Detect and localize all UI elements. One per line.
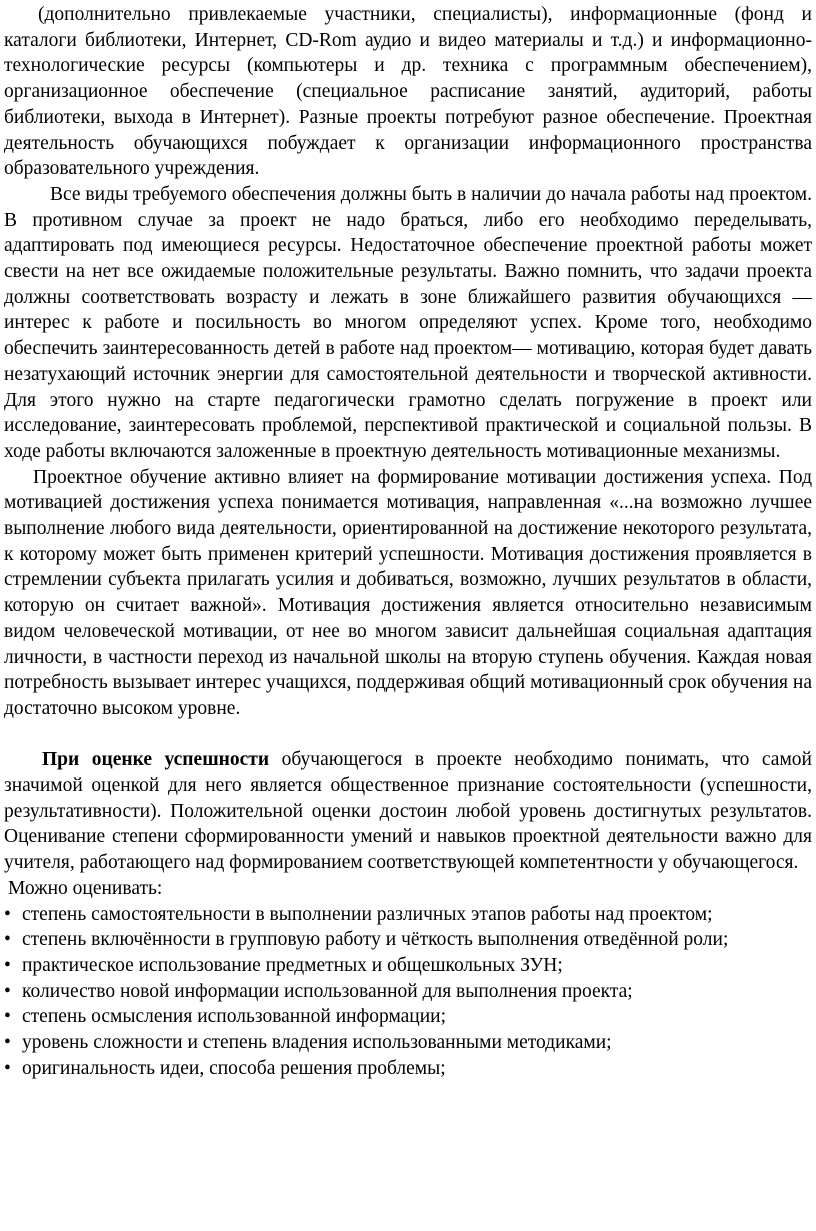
paragraph-provision: Все виды требуемого обеспечения должны быть в наличии до начала работы над проектом. В противном случае за проект не надо браться, либо его необходимо переделывать, адаптировать под имеющиеся ресурсы. Недостаточное обеспечение проектной работы может свести на нет все ожидаемые положительные результаты. Важно помнить, что задачи проекта должны соответствовать возрасту и лежать в зоне ближайшего развития обучающихся — интерес к работе и посильность во многом определяют успех. Кроме того, необходимо обеспечить заинтересованность детей в работе над проектом— мотивацию, которая будет давать незатухающий источник энергии для самостоятельной деятельности и творческой активности. Для этого нужно на старте педагогически грамотно сделать погружение в проект или исследование, заинтересовать проблемой, перспективой практической и социальной пользы. В ходе работы включаются заложенные в проектную деятельность мотивационные механизмы. [4, 183, 812, 462]
list-item-text: степень самостоятельности в выполнении различных этапов работы над проектом; [22, 903, 713, 925]
list-item [4, 1030, 812, 1056]
bullet-icon: • [4, 1057, 11, 1079]
list-item [4, 902, 812, 928]
paragraph-success-evaluation-text: обучающегося в проекте необходимо понимать, что самой значимой оценкой для него является общественное признание состоятельности (успешности, результативности). Положительной оценки достоин любой уровень достигнутых результатов. Оценивание степени сформированности умений и навыков проектной деятельности важно для учителя, работающего над формированием соответствующей компетентности у обучающегося. [4, 749, 812, 874]
list-intro: Можно оценивать: [8, 877, 163, 899]
criteria-list [4, 902, 812, 1082]
bullet-icon: • [4, 980, 11, 1002]
bullet-icon: • [4, 929, 11, 951]
paragraph-resources: (дополнительно привлекаемые участники, специалисты), информационные (фонд и каталоги библиотеки, Интернет, CD-Rom аудио и видео материалы и т.д.) и информационно-технологические ресурсы (компьютеры и др. техника с программным обеспечением), организационное обеспечение (специальное расписание занятий, аудиторий, работы библиотеки, выхода в Интернет). Разные проекты потребуют разное обеспечение. Проектная деятельность обучающихся побуждает к организации информационного пространства образовательного учреждения. [4, 4, 812, 180]
bullet-icon: • [4, 903, 11, 925]
bullet-icon: • [4, 1006, 11, 1028]
bold-lead-phrase: При оценке успешности [42, 749, 270, 771]
list-item [4, 927, 812, 953]
blank-line [4, 722, 812, 748]
list-item [4, 1056, 812, 1082]
list-item [4, 953, 812, 979]
list-item-text: степень включённости в групповую работу и чёткость выполнения отведённой роли; [22, 929, 729, 951]
list-item [4, 1004, 812, 1030]
bullet-icon: • [4, 955, 11, 976]
list-item-text: уровень сложности и степень владения использованными методиками; [22, 1032, 612, 1054]
bullet-icon: • [4, 1032, 11, 1054]
list-item-text: практическое использование предметных и общешкольных ЗУН; [22, 955, 563, 976]
list-item-text: количество новой информации использованной для выполнения проекта; [22, 980, 633, 1002]
list-item-text: оригинальность идеи, способа решения проблемы; [22, 1057, 446, 1079]
paragraph-success-evaluation [4, 747, 812, 876]
paragraph-motivation: Проектное обучение активно влияет на формирование мотивации достижения успеха. Под мотивацией достижения успеха понимается мотивация, направленная «...на возможно лучшее выполнение любого вида деятельности, ориентированной на достижение некоторого результата, к которому может быть применен критерий успешности. Мотивация достижения проявляется в стремлении субъекта прилагать усилия и добиваться, возможно, лучших результатов в области, которую он считает важной». Мотивация достижения является относительно независимым видом человеческой мотивации, от нее во многом зависит дальнейшая социальная адаптация личности, в частности переход из начальной школы на вторую ступень обучения. Каждая новая потребность вызывает интерес учащихся, поддерживая общий мотивационный срок обучения на достаточно высоком уровне. [4, 466, 812, 719]
list-item [4, 979, 812, 1005]
list-item-text: степень осмысления использованной информации; [22, 1006, 447, 1028]
